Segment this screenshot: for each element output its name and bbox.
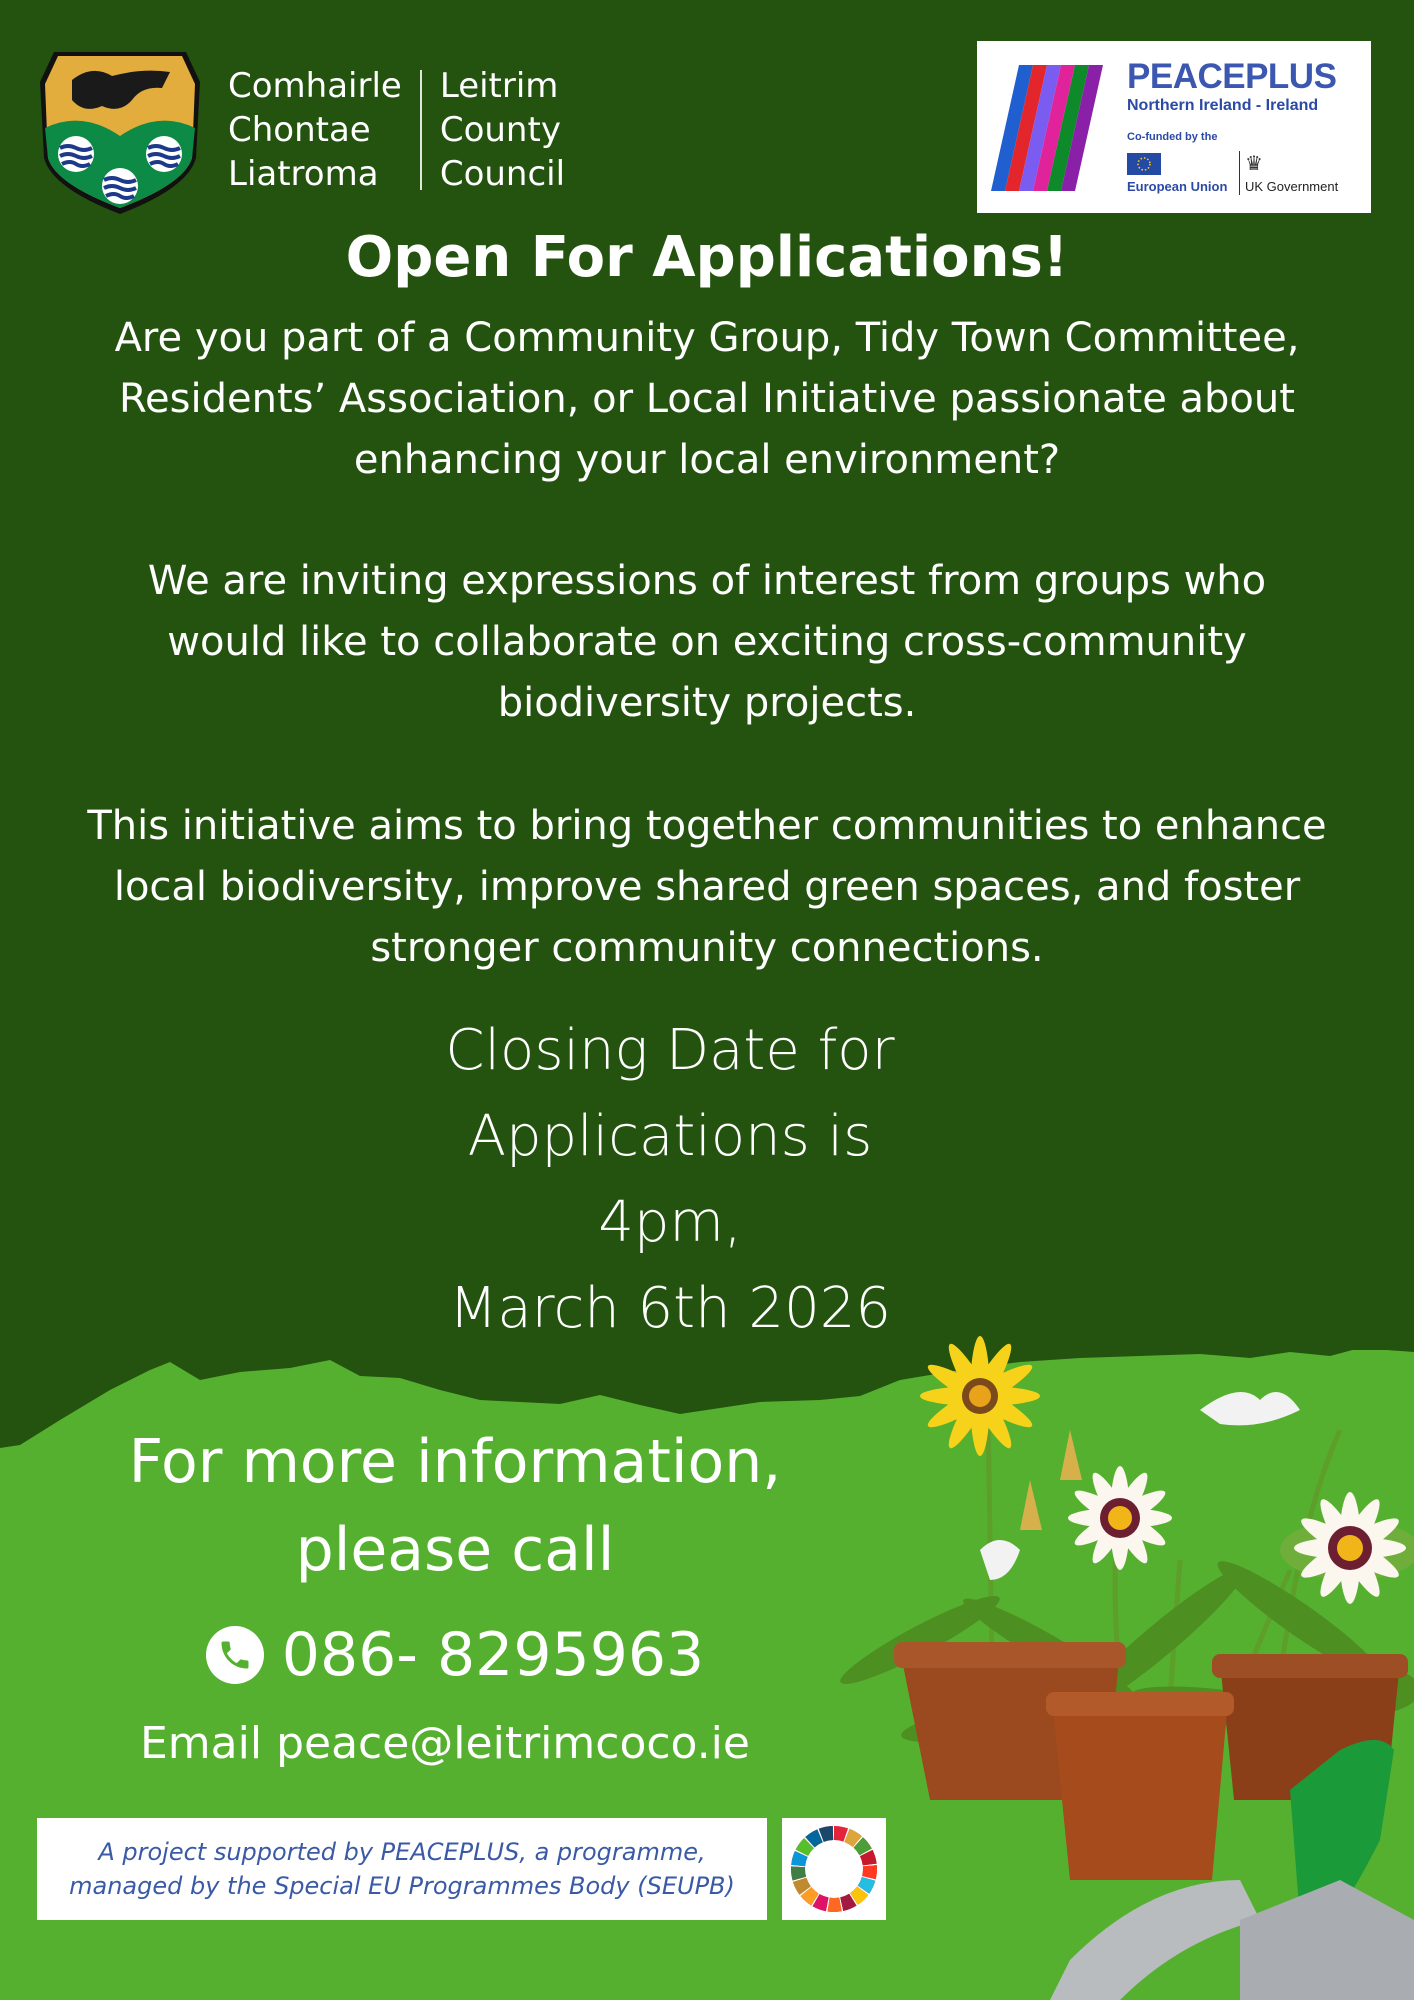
paragraph-line: would like to collaborate on exciting cross-community <box>167 619 1247 665</box>
aims-paragraph <box>40 796 1374 979</box>
paragraph-line: Are you part of a Community Group, Tidy Town Committee, <box>114 315 1300 361</box>
council-english-line: County <box>439 110 561 150</box>
council-name-english <box>440 64 565 196</box>
council-english-line: Council <box>439 154 566 194</box>
council-name-irish <box>228 64 402 196</box>
paragraph-line: This initiative aims to bring together communities to enhance <box>87 803 1327 849</box>
funding-note <box>37 1818 767 1920</box>
invitation-paragraph <box>40 551 1374 734</box>
uk-crest-icon: ♛ <box>1245 151 1263 175</box>
closing-line: Closing Date for <box>445 1018 895 1083</box>
leitrim-crest-icon <box>32 40 208 218</box>
closing-date <box>370 1008 970 1352</box>
closing-line: March 6th 2026 <box>449 1276 891 1341</box>
funding-note-line: managed by the Special EU Programmes Body (SEUPB) <box>69 1872 735 1900</box>
phone-contact[interactable] <box>60 1620 850 1690</box>
eu-flag-icon <box>1127 153 1161 175</box>
peaceplus-subtitle: Northern Ireland - Ireland <box>1127 97 1319 114</box>
eu-label: European Union <box>1127 179 1228 194</box>
email-contact <box>40 1718 850 1769</box>
council-irish-line: Chontae <box>228 110 371 150</box>
uk-divider <box>1239 151 1240 195</box>
paragraph-line: stronger community connections. <box>370 925 1044 971</box>
peaceplus-logo <box>977 41 1371 213</box>
paragraph-line: local biodiversity, improve shared green spaces, and foster <box>113 864 1301 910</box>
page-title: Open For Applications! <box>345 225 1069 290</box>
email-address[interactable]: peace@leitrimcoco.ie <box>276 1718 750 1769</box>
uk-government-label: UK Government <box>1245 179 1339 194</box>
phone-number[interactable]: 086- 8295963 <box>281 1620 705 1690</box>
peaceplus-stripes-icon <box>991 65 1103 191</box>
more-info-line: please call <box>295 1515 615 1585</box>
peaceplus-title: PEACEPLUS <box>1127 57 1337 96</box>
potted-flowers-illustration <box>820 1320 1414 2000</box>
council-irish-line: Liatroma <box>228 154 379 194</box>
funding-note-line: A project supported by PEACEPLUS, a programme, <box>98 1838 706 1866</box>
council-irish-line: Comhairle <box>228 66 402 106</box>
email-label: Email <box>140 1718 263 1769</box>
council-divider <box>420 70 422 190</box>
cofunded-label: Co-funded by the <box>1127 131 1218 143</box>
paragraph-line: We are inviting expressions of interest from groups who <box>147 558 1267 604</box>
phone-icon <box>206 1626 264 1684</box>
council-english-line: Leitrim <box>439 66 559 106</box>
closing-line: 4pm, <box>598 1190 742 1255</box>
paragraph-line: enhancing your local environment? <box>353 437 1061 483</box>
intro-paragraph <box>40 308 1374 491</box>
paragraph-line: Residents’ Association, or Local Initiative passionate about <box>119 376 1295 422</box>
paragraph-line: biodiversity projects. <box>497 680 917 726</box>
closing-line: Applications is <box>467 1104 873 1169</box>
more-info-heading <box>60 1418 850 1594</box>
more-info-line: For more information, <box>128 1427 782 1497</box>
council-name <box>228 64 565 196</box>
